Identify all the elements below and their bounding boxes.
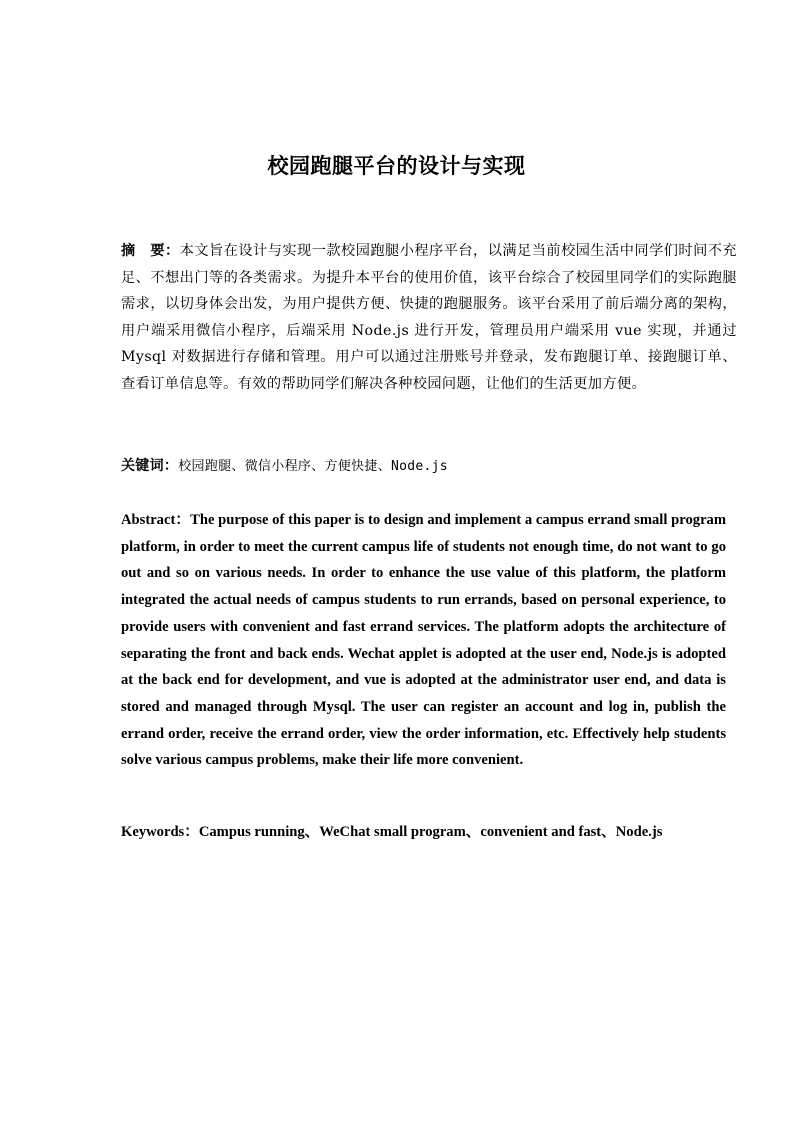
chinese-abstract-label: 摘 要： xyxy=(121,243,180,259)
english-abstract-label: Abstract： xyxy=(121,512,191,528)
english-abstract xyxy=(121,507,726,774)
english-keywords xyxy=(121,819,737,845)
chinese-abstract xyxy=(121,238,737,398)
chinese-abstract-text: 本文旨在设计与实现一款校园跑腿小程序平台，以满足当前校园生活中同学们时间不充足、不想出门等的各类需求。为提升本平台的使用价值，该平台综合了校园里同学们的实际跑腿需求，以切身体会出发，为用户提供方便、快捷的跑腿服务。该平台采用了前后端分离的架构，用户端采用微信小程序，后端采用 Node.js 进行开发，管理员用户端采用 vue 实现，并通过 Mysql 对数据进行存储和管理。用户可以通过注册账号并登录，发布跑腿订单、接跑腿订单、查看订单信息等。有效的帮助同学们解决各种校园问题，让他们的生活更加方便。 xyxy=(121,243,738,392)
english-keywords-label: Keywords： xyxy=(121,824,199,840)
chinese-keywords-label: 关键词： xyxy=(121,458,179,474)
english-keywords-text: Campus running、WeChat small program、convenient and fast、Node.js xyxy=(198,824,663,840)
english-abstract-text: The purpose of this paper is to design and implement a campus errand small program platform, in order to meet the current campus life of students not enough time, do not want to go out and so on various needs. In order to enhance the use value of this platform, the platform integrated the actual needs of campus students to run errands, based on personal experience, to provide users with convenient and fast errand services. The platform adopts the architecture of separating the front and back ends. Wechat applet is adopted at the user end, Node.js is adopted at the back end for development, and vue is adopted at the administrator user end, and data is stored and managed through Mysql. The user can register an account and log in, publish the errand order, receive the errand order, view the order information, etc. Effectively help students solve various campus problems, make their life more convenient. xyxy=(121,512,726,769)
chinese-keywords-text: 校园跑腿、微信小程序、方便快捷、Node.js xyxy=(178,459,448,474)
paper-title: 校园跑腿平台的设计与实现 xyxy=(267,153,526,178)
chinese-keywords xyxy=(121,453,737,480)
